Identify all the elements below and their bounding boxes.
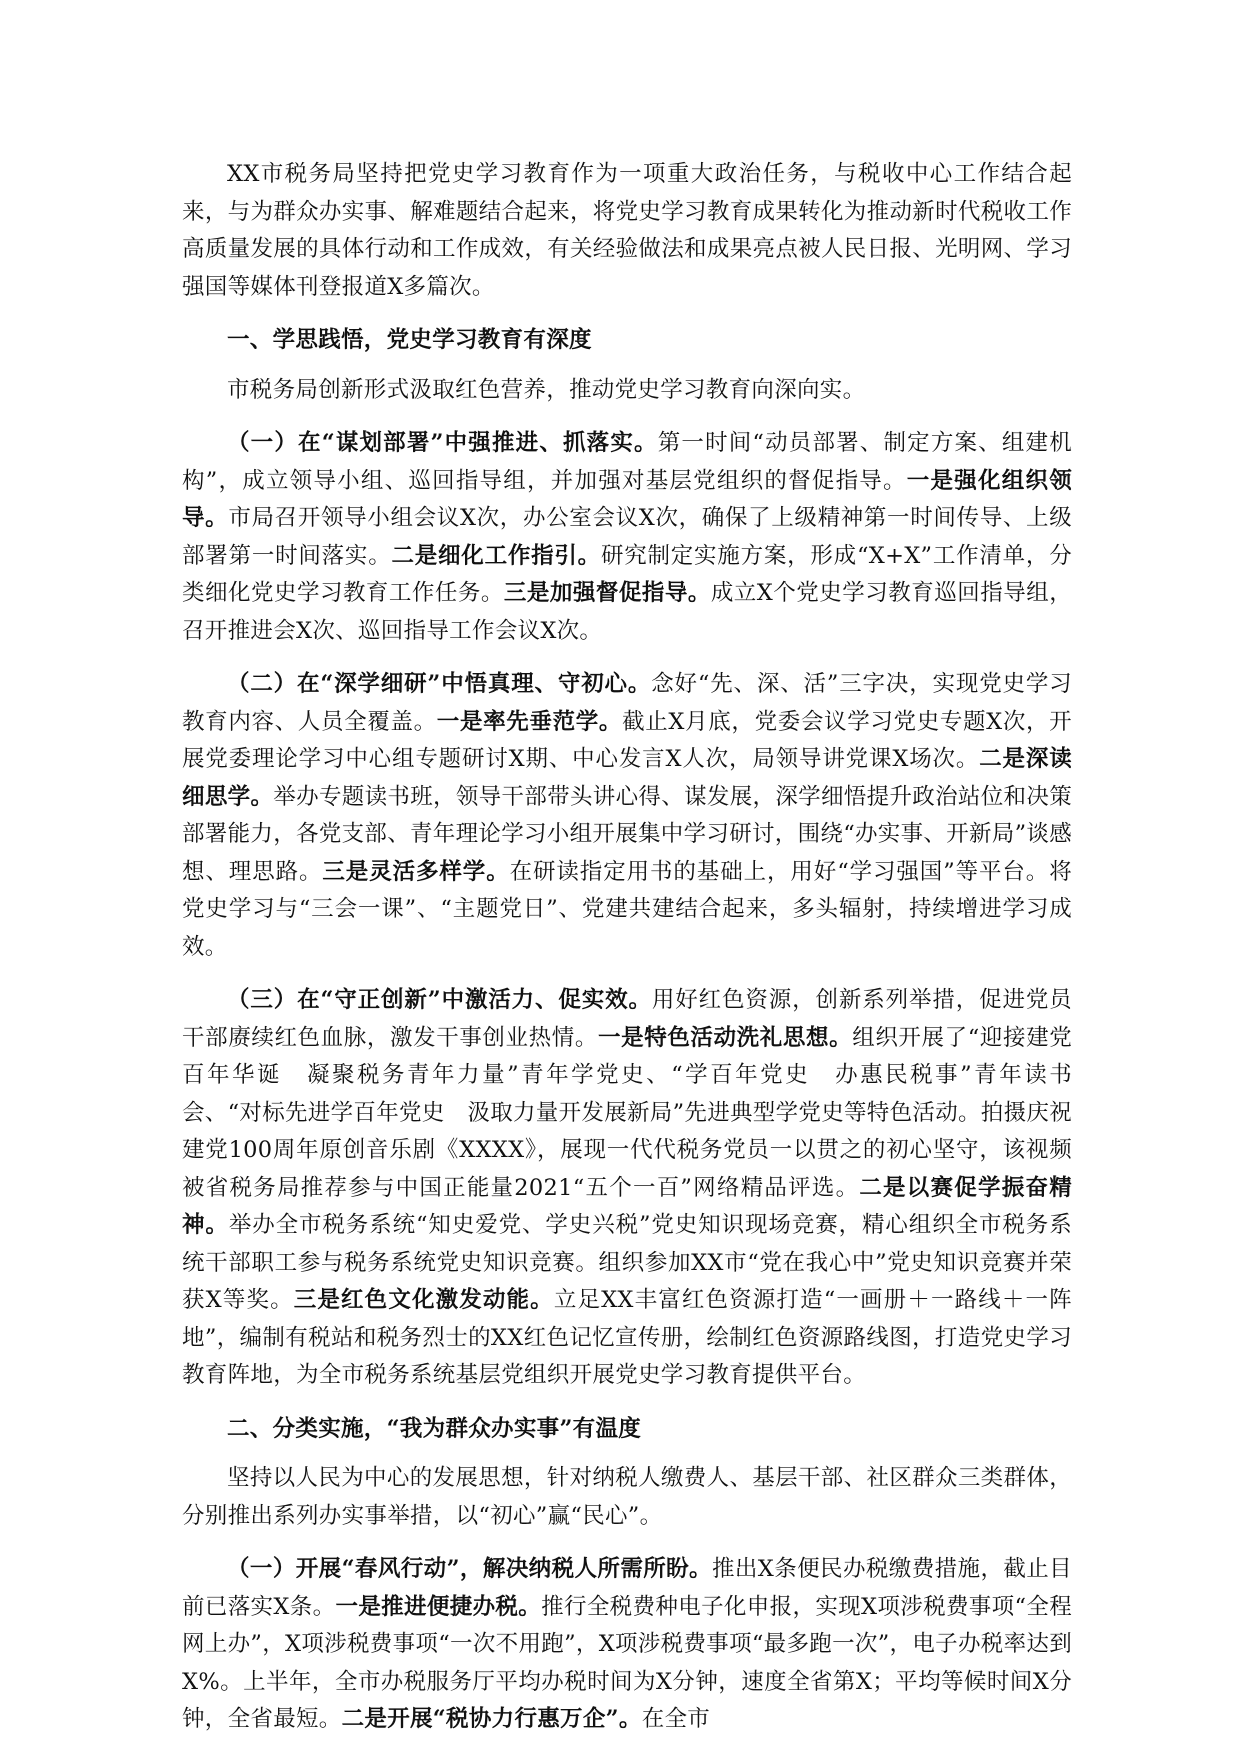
subsection-title: （二）在“深学细研”中悟真理、守初心。: [227, 671, 652, 697]
section-1-intro: 市税务局创新形式汲取红色营养，推动党史学习教育向深向实。: [227, 376, 866, 403]
body-text: 在研读指定用书的基础上，用好“学习强国”等平台。将党史学习与“三会一课”、“主题党日”、党建共建结合起来，多头辐射，持续增进学习成效。: [182, 858, 1072, 960]
body-text: 念好“先、深、活”三字决，实现党史学习教育内容、人员全覆盖。: [182, 671, 1072, 735]
body-text: 推行全税费种电子化申报，实现X项涉税费事项“全程网上办”，X项涉税费事项“一次不用跑”，X项涉税费事项“最多跑一次”，电子办税率达到X%。上半年，全市办税服务厅平均办税时间为X分钟，速度全省第X；平均等候时间X分钟，全省最短。: [182, 1593, 1072, 1732]
body-text: 举办专题读书班，领导干部带头讲心得、谋发展，深学细悟提升政治站位和决策部署能力，各党支部、青年理论学习小组开展集中学习研讨，围绕“办实事、开新局”谈感想、理思路。: [182, 783, 1073, 885]
body-text: 立足XX丰富红色资源打造“一画册＋一路线＋一阵地”，编制有税站和税务烈士的XX红色记忆宣传册，绘制红色资源路线图，打造党史学习教育阵地，为全市税务系统基层党组织开展党史学习教育提供平台。: [182, 1287, 1072, 1388]
key-point: 二是细化工作指引。: [391, 542, 601, 569]
key-point: 二是开展“税协力行惠万企”。: [341, 1706, 642, 1732]
document-page: [182, 156, 1072, 1739]
body-text: 截止X月底，党委会议学习党史专题X次，开展党委理论学习中心组专题研讨X期、中心发言X人次，局领导讲党课X场次。: [182, 708, 1072, 772]
body-text: 第一时间“动员部署、制定方案、组建机构”，成立领导小组、巡回指导组，并加强对基层党组织的督促指导。: [182, 430, 1072, 494]
body-text: 举办全市税务系统“知史爱党、学史兴税”党史知识现场竞赛，精心组织全市税务系统干部职工参与税务系统党史知识竞赛。组织参加XX市“党在我心中”党史知识竞赛并荣获X等奖。: [182, 1212, 1073, 1313]
key-point: 三是加强督促指导。: [503, 580, 711, 606]
subsection-title: （一）开展“春风行动”，解决纳税人所需所盼。: [227, 1556, 712, 1582]
body-text: 市局召开领导小组会议X次，办公室会议X次，确保了上级精神第一时间传导、上级部署第一时间落实。: [182, 505, 1072, 569]
body-text: 研究制定实施方案，形成“X+X”工作清单，分类细化党史学习教育工作任务。: [182, 542, 1072, 606]
section-heading-2: 二、分类实施，“我为群众办实事”有温度: [227, 1415, 642, 1442]
key-point: 三是灵活多样学。: [322, 858, 510, 885]
key-point: 三是红色文化激发动能。: [293, 1287, 554, 1313]
subsection-title: （一）在“谋划部署”中强推进、抓落实。: [227, 430, 658, 456]
key-point: 一是推进便捷办税。: [335, 1593, 542, 1620]
key-point: 二是深读细思学。: [182, 746, 1073, 810]
key-point: 一是率先垂范学。: [436, 708, 623, 735]
body-text: 推出X条便民办税缴费措施，截止目前已落实X条。: [182, 1556, 1072, 1620]
body-text: 成立X个党史学习教育巡回指导组，召开推进会X次、巡回指导工作会议X次。: [182, 580, 1072, 644]
subsection-1-1: [182, 425, 1072, 650]
subsection-1-2: [182, 666, 1072, 966]
key-point: 一是特色活动洗礼思想。: [597, 1024, 853, 1051]
intro-paragraph: XX市税务局坚持把党史学习教育作为一项重大政治任务，与税收中心工作结合起来，与为群众办实事、解难题结合起来，将党史学习教育成果转化为推动新时代税收工作高质量发展的具体行动和工作成效，有关经验做法和成果亮点被人民日报、光明网、学习强国等媒体刊登报道X多篇次。: [182, 161, 1072, 300]
body-text: 在全市: [641, 1706, 711, 1732]
section-heading-1: 一、学思践悟，党史学习教育有深度: [227, 327, 592, 353]
section-2-intro: 坚持以人民为中心的发展思想，针对纳税人缴费人、基层干部、社区群众三类群体，分别推出系列办实事举措，以“初心”赢“民心”。: [182, 1465, 1072, 1529]
key-point: 二是以赛促学振奋精神。: [182, 1174, 1072, 1238]
subsection-1-3: [182, 982, 1072, 1395]
key-point: 一是强化组织领导。: [182, 467, 1072, 531]
subsection-title: （三）在“守正创新”中激活力、促实效。: [227, 987, 652, 1013]
body-text: 组织开展了“迎接建党百年华诞 凝聚税务青年力量”青年学党史、“学百年党史 办惠民税事”青年读书会、“对标先进学百年党史 汲取力量开发展新局”先进典型学党史等特色活动。拍摄庆祝建党100周年原创音乐剧《XXXX》，展现一代代税务党员一以贯之的初心坚守，该视频被省税务局推荐参与中国正能量2021“五个一百”网络精品评选。: [182, 1024, 1073, 1201]
body-text: 用好红色资源，创新系列举措，促进党员干部赓续红色血脉，激发干事创业热情。: [182, 987, 1072, 1051]
subsection-2-1: [182, 1551, 1072, 1739]
